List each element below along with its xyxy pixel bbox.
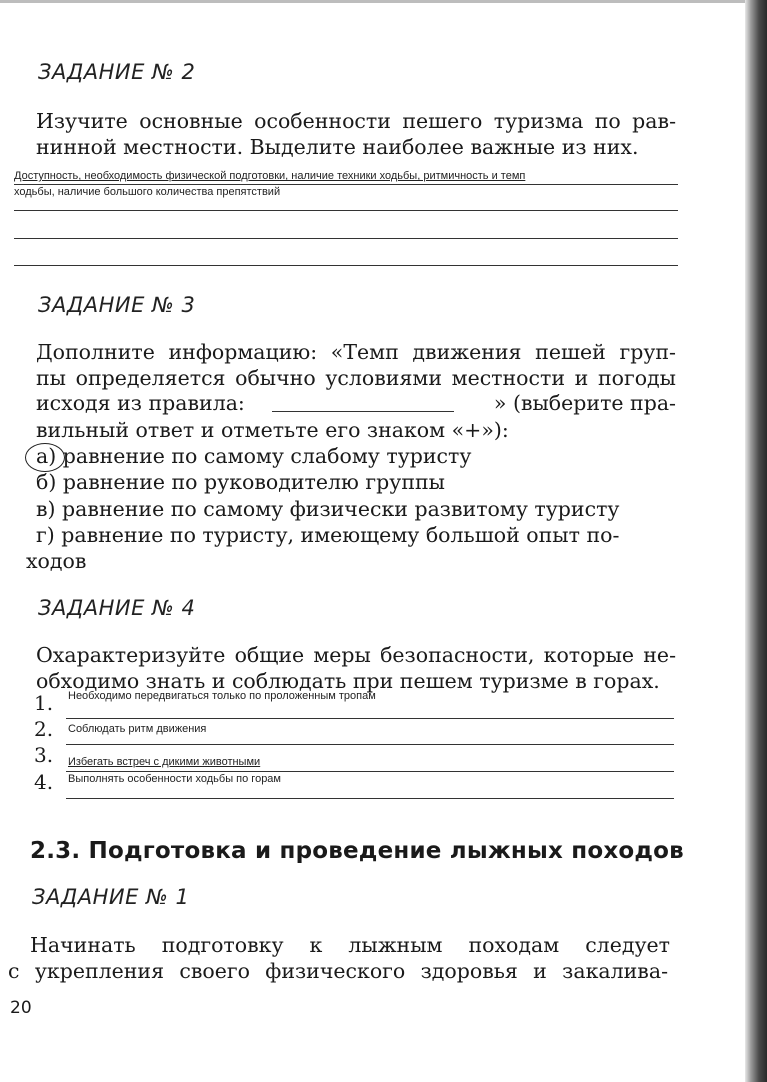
- page-top-edge: [0, 0, 767, 3]
- answer-line: [66, 771, 674, 772]
- answer-line: [14, 210, 678, 211]
- answer-number: 1.: [34, 691, 54, 715]
- task4-answer-3: Избегать встреч с дикими животными: [68, 756, 261, 768]
- task1-text-line1: Начинать подготовку к лыжным походам следует: [30, 933, 670, 957]
- task2-text-line1: Изучите основные особенности пешего туризма по рав-: [36, 109, 676, 133]
- task1-heading: ЗАДАНИЕ № 1: [32, 885, 190, 909]
- answer-line: [66, 798, 674, 799]
- task3-heading: ЗАДАНИЕ № 3: [38, 293, 196, 317]
- task2-answer-line1: Доступность, необходимость физической подготовки, наличие техники ходьбы, ритмичность и темп: [14, 170, 526, 182]
- answer-line: [14, 184, 678, 185]
- task2-heading: ЗАДАНИЕ № 2: [38, 60, 196, 84]
- answer-number: 3.: [34, 743, 54, 767]
- task3-text-line1: Дополните информацию: «Темп движения пешей груп-: [36, 340, 676, 364]
- task3-option-c: в) равнение по самому физически развитому туристу: [36, 497, 620, 521]
- answer-line: [66, 744, 674, 745]
- task4-text-line2: обходимо знать и соблюдать при пешем туризме в горах.: [36, 669, 660, 693]
- task3-option-b: б) равнение по руководителю группы: [36, 470, 445, 494]
- answer-line: [14, 265, 678, 266]
- section-title: 2.3. Подготовка и проведение лыжных походов: [30, 838, 684, 864]
- task3-text-line3-start: исходя из правила:: [36, 391, 245, 415]
- fill-in-blank-line: [272, 411, 454, 412]
- answer-number: 4.: [34, 770, 54, 794]
- task2-text-line2: нинной местности. Выделите наиболее важные из них.: [36, 135, 639, 159]
- task4-answer-2: Соблюдать ритм движения: [68, 723, 207, 735]
- task3-option-a: а) равнение по самому слабому туристу: [36, 444, 472, 468]
- task3-text-line2: пы определяется обычно условиями местности и погоды: [36, 366, 676, 390]
- task2-answer-line2: ходьбы, наличие большого количества препятствий: [14, 186, 281, 198]
- page-number: 20: [10, 998, 32, 1018]
- answer-line: [14, 238, 678, 239]
- answer-line: [66, 718, 674, 719]
- task4-answer-1: Необходимо передвигаться только по проложенным тропам: [68, 690, 376, 702]
- task4-answer-4: Выполнять особенности ходьбы по горам: [68, 773, 281, 785]
- task3-text-line4: вильный ответ и отметьте его знаком «+»):: [36, 418, 509, 442]
- task3-option-d: г) равнение по туристу, имеющему большой опыт по-: [36, 523, 620, 547]
- task3-text-line3-end: » (выберите пра-: [493, 391, 676, 415]
- page-binding-edge: [745, 0, 767, 1082]
- task4-heading: ЗАДАНИЕ № 4: [38, 596, 196, 620]
- task4-text-line1: Охарактеризуйте общие меры безопасности, которые не-: [36, 643, 676, 667]
- task3-option-d-continued: ходов: [26, 549, 87, 573]
- task1-text-line2: с укрепления своего физического здоровья и закалива-: [8, 959, 668, 983]
- answer-number: 2.: [34, 717, 54, 741]
